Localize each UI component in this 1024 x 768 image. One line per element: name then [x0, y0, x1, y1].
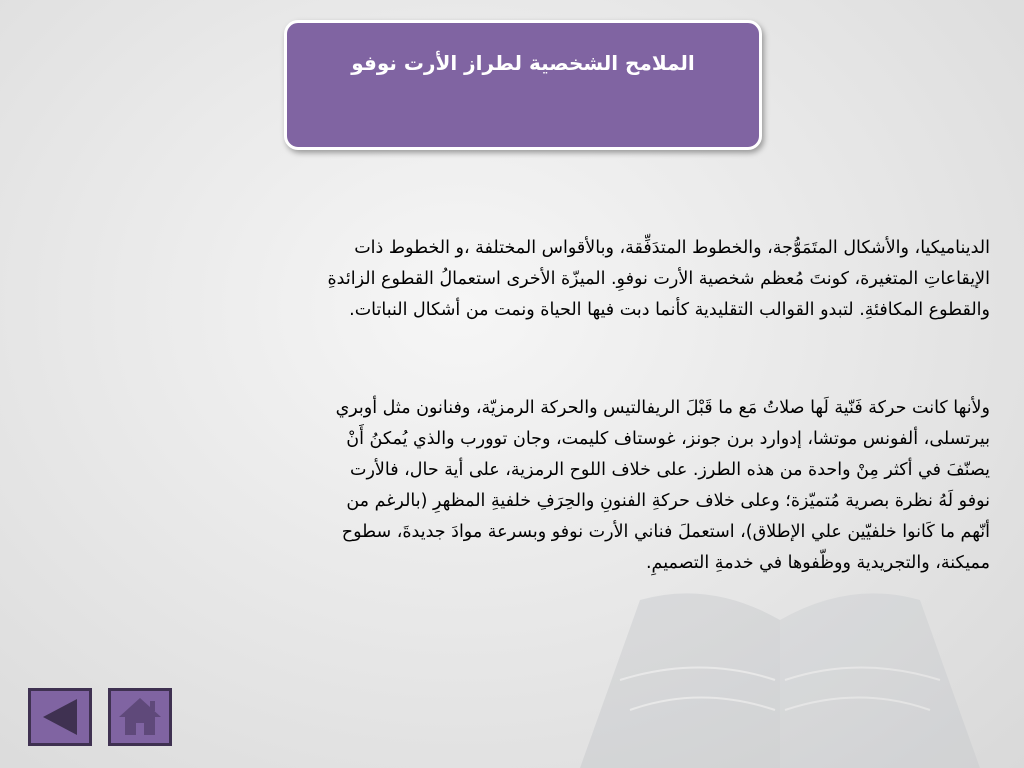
left-triangle-icon: [31, 691, 89, 743]
book-watermark-icon: [560, 560, 1000, 768]
paragraph-2-line: ولأنها كانت حركة فَنّية لَها صلاتُ مَع ما قَبْلَ الريفالتيس والحركة الرمزيّة، وفنانون مثل أوبري: [335, 398, 990, 418]
back-button[interactable]: [28, 688, 92, 746]
slide-title: الملامح الشخصية لطراز الأرت نوفو: [351, 51, 695, 75]
paragraph-2-line: يصنّفَ في أكثر مِنْ واحدة من هذه الطرز. على خلاف اللوح الرمزية، على أية حال، فالأرت: [349, 460, 990, 480]
paragraph-2-line: أنّهم ما كَانوا خلفيّين علي الإطلاق)، استعملَ فناني الأرت نوفو وبسرعة موادَ جديدةَ، سطوح: [341, 522, 990, 542]
paragraph-2-line: نوفو لَهُ نظرة بصرية مُتميّزة؛ وعلى خلاف حركةِ الفنونِ والحِرَفِ خلفيةِ المظهرِ (بالرغم من: [346, 491, 990, 511]
paragraph-2: [50, 393, 990, 579]
paragraph-2-line: مميكنة، والتجريدية ووظّفوها في خدمةِ التصميمِ.: [645, 553, 990, 573]
paragraph-2-line: بيرتسلى، ألفونس موتشا، إدوارد برن جونز، غوستاف كليمت، وجان توورب والذي يُمكنُ أَنْ: [346, 429, 990, 449]
paragraph-1-line: الإيقاعاتِ المتغيرة، كونتَ مُعظم شخصية الأرت نوفوِ. الميزّة الأخرى استعمالُ القطوع الزائدةِ: [327, 269, 990, 289]
paragraph-1-line: والقطوع المكافئةِ. لتبدو القوالب التقليدية كأنما دبت فيها الحياة ونمت من أشكال النباتات.: [349, 300, 990, 320]
home-button[interactable]: [108, 688, 172, 746]
paragraph-1: [50, 233, 990, 326]
paragraph-1-line: الديناميكيا، والأشكال المتَمَوُّجة، والخطوط المتدَفِّقة، وبالأقواس المختلفة ،و الخطوط ذات: [354, 238, 990, 258]
house-icon: [111, 691, 169, 743]
title-box: [284, 20, 762, 150]
